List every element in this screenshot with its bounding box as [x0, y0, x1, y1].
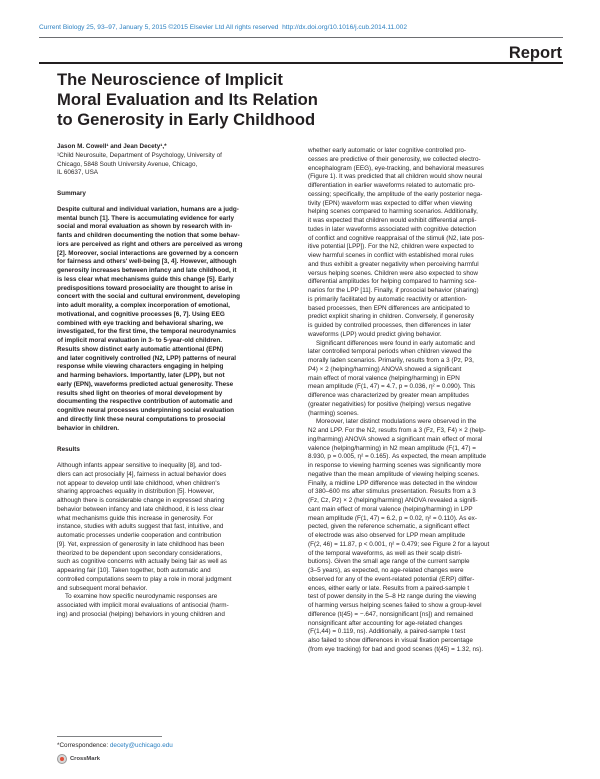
body-line: valence (helping/harming) in N2 mean amplitude (F(1, 47) = — [308, 444, 477, 452]
body-line: also failed to show differences in visual fixation percentage — [308, 637, 473, 644]
body-line: waveforms (LPP) would predict giving behavior. — [308, 330, 442, 338]
results-line: and subsequent moral behavior. — [57, 584, 148, 592]
affiliation-line: IL 60637, USA — [57, 169, 99, 177]
affiliation-line: ¹Child Neurosuite, Department of Psychology, University of — [57, 151, 222, 159]
results-line: instance, studies with adults suggest that fast, intuitive, and — [57, 523, 224, 531]
body-line: cessing; specifically, the amplitude of the early posterior nega- — [308, 190, 483, 198]
body-line: ences, either early or late. Results from a paired-sample t — [308, 584, 470, 592]
body-line: difference was characterized by greater mean amplitudes — [308, 392, 470, 399]
body-line: (F(2, 46) = 11.87, p < 0.001, η² = 0.479; see Figure 2 for a layout — [308, 540, 490, 548]
results-line: To examine how specific neurodynamic responses are — [65, 593, 218, 601]
body-line: and thus exhibit a greater negativity when perceiving harmful — [308, 260, 479, 268]
summary-line: into adult morality, a complex incorporation of emotional, — [57, 302, 230, 309]
summary-line: [2]. Moreover, social interactions are governed by a concern — [57, 249, 239, 257]
body-line: difference (t(45) = −.647, nonsignificant [ns]) and remained — [308, 610, 473, 618]
results-line: controlled computations seem to play a role in moral judgment — [57, 575, 232, 583]
summary-line: fants and children documenting the notion that some behav- — [57, 232, 240, 239]
body-line: negative than the mean amplitude of viewing helping scenes. — [308, 470, 480, 478]
body-line: tudes in later waveforms associated with cognitive detection — [308, 225, 477, 233]
body-line: is primarily facilitated by automatic reactivity or attention- — [308, 295, 468, 303]
summary-line: is less clear what mechanisms guide this change [5]. Early — [57, 275, 234, 283]
body-line: of harming versus helping scenes failed to show a group-level — [308, 602, 482, 609]
results-line: Although infants appear sensitive to inequality [8], and tod- — [57, 462, 222, 469]
summary-line: generosity increases between infancy and late childhood, it — [57, 267, 237, 274]
summary-line: for fairness and others' well-being [3, 4]. However, although — [57, 258, 237, 266]
body-line: (from eye tracking) for bad and good scenes (t(45) = 1.32, ns). — [308, 645, 484, 653]
body-line: Moreover, later distinct modulations were observed in the — [316, 418, 477, 426]
body-line: encephalogram (EEG), eye-tracking, and behavioral measures — [308, 164, 484, 172]
body-line: (harming) scenes. — [308, 409, 359, 417]
left-column — [57, 143, 307, 623]
body-line: cesses are predictive of their generosity, we collected electro- — [308, 155, 481, 163]
summary-line: investigated, for the first time, the temporal neurodynamics — [57, 328, 237, 336]
results-line: theorized to be dependent upon secondary considerations, — [57, 549, 223, 557]
summary-line: motivational, and cognitive processes [6, 7]. Using EEG — [57, 310, 225, 318]
summary-heading: Summary — [57, 190, 86, 197]
body-line: P4) × 2 (helping/harming) ANOVA showed a significant — [308, 365, 462, 373]
body-line: N2 and LPP. For the N2, results from a 3 (Fz, F3, F4) × 2 (help- — [308, 427, 486, 434]
body-line: of the temporal waveforms, as well as their scalp distri- — [308, 549, 463, 557]
body-line: is guided by controlled processes, then differences in later — [308, 322, 472, 329]
body-line: predict explicit sharing in children. Conversely, if generosity — [308, 313, 474, 321]
body-line: whether early automatic or later cognitive controlled pro- — [308, 147, 466, 154]
results-heading: Results — [57, 446, 80, 454]
body-line: (F(1,44) = 0.119, ns). Additionally, a paired-sample t test — [308, 628, 466, 636]
summary-line: early (EPN), waveforms predicted actual generosity. These — [57, 380, 234, 388]
body-line: main effect of moral valence (helping/harming) in EPN — [308, 374, 460, 382]
body-line: mean amplitude (F(1, 47) = 6.2, p = 0.02, η² = 0.110). As ex- — [308, 514, 477, 522]
body-line: (Figure 1). It was predicted that all children would show neural — [308, 173, 483, 181]
affiliation-line: Chicago, 5848 South University Avenue, Chicago, — [57, 160, 198, 168]
affiliation — [57, 152, 307, 178]
correspondence-email[interactable]: decety@uchicago.edu — [109, 742, 173, 749]
body-line: Significant differences were found in early automatic and — [316, 339, 475, 347]
body-line: (Fz, Cz, Pz) × 2 (helping/harming) ANOVA revealed a signifi- — [308, 497, 478, 504]
citation-text: Current Biology 25, 93–97, January 5, 2015 ©2015 Elsevier Ltd All rights reserved — [39, 24, 279, 31]
body-line: differentiation in earlier waveforms related to automatic pro- — [308, 182, 476, 189]
body-line: test of power density in the 5–8 Hz range during the viewing — [308, 593, 477, 601]
body-line: nonsignificant after accounting for age-related changes — [308, 619, 463, 627]
crossmark-label: CrossMark — [70, 756, 100, 762]
body-line: narios for the LPP [11]. Finally, if prosocial behavior (sharing) — [308, 287, 479, 294]
summary-line: concert with the social and cultural environment, developing — [57, 293, 240, 301]
title-line: to Generosity in Early Childhood — [57, 109, 316, 129]
results-line: although there is considerable change in expressed sharing — [57, 497, 225, 504]
results-line: sharing approaches equality in distribution [5]. However, — [57, 488, 215, 496]
summary-line: Results show distinct early automatic attentional (EPN) — [57, 345, 224, 353]
body-line: 8.930, p = 0.005, η² = 0.165). As expected, the mean amplitude — [308, 453, 487, 461]
summary-line: of implicit moral evaluation in 3- to 5-year-old children. — [57, 337, 222, 344]
body-line: (3–5 years), as expected, no age-related changes were — [308, 567, 464, 574]
results-line: automatic processes underlie cooperation and contribution — [57, 532, 222, 539]
body-line: ing/harming) ANOVA showed a significant main effect of moral — [308, 435, 483, 443]
correspondence-label: *Correspondence: — [57, 742, 110, 749]
author-list: Jason M. Cowell¹ and Jean Decety¹,* — [57, 143, 167, 150]
summary-line: social and moral evaluation as shown by research with in- — [57, 223, 233, 231]
doi-link[interactable]: http://dx.doi.org/10.1016/j.cub.2014.11.002 — [282, 24, 408, 31]
summary-line: documenting the respective contribution of automatic and — [57, 398, 233, 406]
body-line: based processes, then EPN differences are anticipated to — [308, 304, 470, 312]
results-line: ing) and prosocial (helping) behaviors in young children and — [57, 610, 225, 618]
results-line: what mechanisms guide this increase in generosity. For — [57, 514, 213, 522]
summary-line: and directly link these neural computations to prosocial — [57, 415, 226, 423]
body-line: itive potential [LPP]). For the N2, children were expected to — [308, 243, 474, 251]
header-thick-rule — [39, 62, 563, 64]
body-line: tivity (EPN) waveform was expected to differ when viewing — [308, 199, 473, 207]
title-line: Moral Evaluation and Its Relation — [57, 89, 318, 109]
summary-line: predispositions toward prosociality are thought to arise in — [57, 284, 233, 292]
results-line: such as cognitive concerns with actually being fair as well as — [57, 558, 227, 566]
body-line: differential amplitudes for helping compared to harming sce- — [308, 278, 477, 286]
summary-line: cognitive neural processes underpinning social evaluation — [57, 407, 234, 414]
summary-text — [57, 206, 307, 434]
summary-line: iors are perceived as right and others are perceived as wrong — [57, 240, 243, 248]
body-line: it was expected that children would exhibit differential ampli- — [308, 217, 477, 224]
journal-citation — [39, 24, 407, 31]
body-line: cant main effect of moral valence (helping/harming) in LPP — [308, 505, 473, 513]
summary-line: combined with eye tracking and behavioral sharing, we — [57, 319, 224, 327]
header-rule — [39, 37, 563, 38]
body-line: later controlled temporal periods when children viewed the — [308, 348, 472, 356]
summary-line: response while viewing characters engaging in helping — [57, 363, 224, 371]
title-line: The Neuroscience of Implicit — [57, 70, 283, 89]
article-title — [57, 70, 477, 129]
summary-line: results shed light on theories of moral development by — [57, 389, 223, 397]
section-label: Report — [508, 44, 562, 62]
summary-line: and harming behaviors. Importantly, later (LPP), but not — [57, 372, 225, 379]
body-line: mean amplitude (F(1, 47) = 4.7, p = 0.036, η² = 0.090). This — [308, 383, 476, 391]
summary-line: and later cognitively controlled (N2, LPP) patterns of neural — [57, 354, 237, 362]
crossmark-icon — [57, 754, 67, 764]
body-line: in response to viewing harming scenes was significantly more — [308, 462, 482, 469]
results-line: dlers can act prosocially [4], fairness in actual behavior does — [57, 470, 227, 478]
body-line: of conflict and cognitive reappraisal of the stimuli (N2, late pos- — [308, 234, 485, 242]
footnote-rule — [57, 736, 162, 737]
summary-line: Despite cultural and individual variation, humans are a judg- — [57, 205, 239, 213]
body-line: butions). Given the small age range of the current sample — [308, 558, 470, 566]
results-line: associated with implicit moral evaluations of antisocial (harm- — [57, 602, 229, 609]
body-line: pected, given the reference schematic, a significant effect — [308, 523, 470, 531]
results-line: [9]. Yet, expression of generosity in late childhood has been — [57, 540, 225, 548]
crossmark-badge[interactable] — [57, 754, 100, 764]
correspondence-note — [57, 742, 173, 749]
results-line: appearing fair [10]. Taken together, both automatic and — [57, 567, 211, 574]
body-line: of 380–600 ms after stimulus presentation. Results from a 3 — [308, 488, 476, 496]
body-line: view harmful scenes in conflict with established moral rules — [308, 252, 474, 259]
body-line: morally laden scenarios. Primarily, results from a 3 (Pz, P3, — [308, 357, 474, 364]
body-line: (greater negativities) for positive (helping) versus negative — [308, 400, 471, 408]
body-line: of electrode was also observed for LPP mean amplitude — [308, 532, 466, 539]
body-line: versus helping scenes. Children were also expected to show — [308, 269, 478, 277]
body-line: observed for any of the event-related potential (ERP) differ- — [308, 575, 475, 583]
summary-line: mental bunch [1]. There is accumulating evidence for early — [57, 214, 234, 222]
results-line: behavior between infancy and late childhood, it is less clear — [57, 505, 224, 513]
summary-line: behavior in children. — [57, 424, 120, 432]
results-text — [57, 462, 307, 620]
results-line: not appear to develop until late childhood, when children's — [57, 479, 220, 487]
right-column — [308, 147, 562, 655]
body-line: helping scenes compared to harming scenarios. Additionally, — [308, 208, 478, 216]
body-line: Finally, a midline LPP difference was detected in the window — [308, 479, 478, 487]
